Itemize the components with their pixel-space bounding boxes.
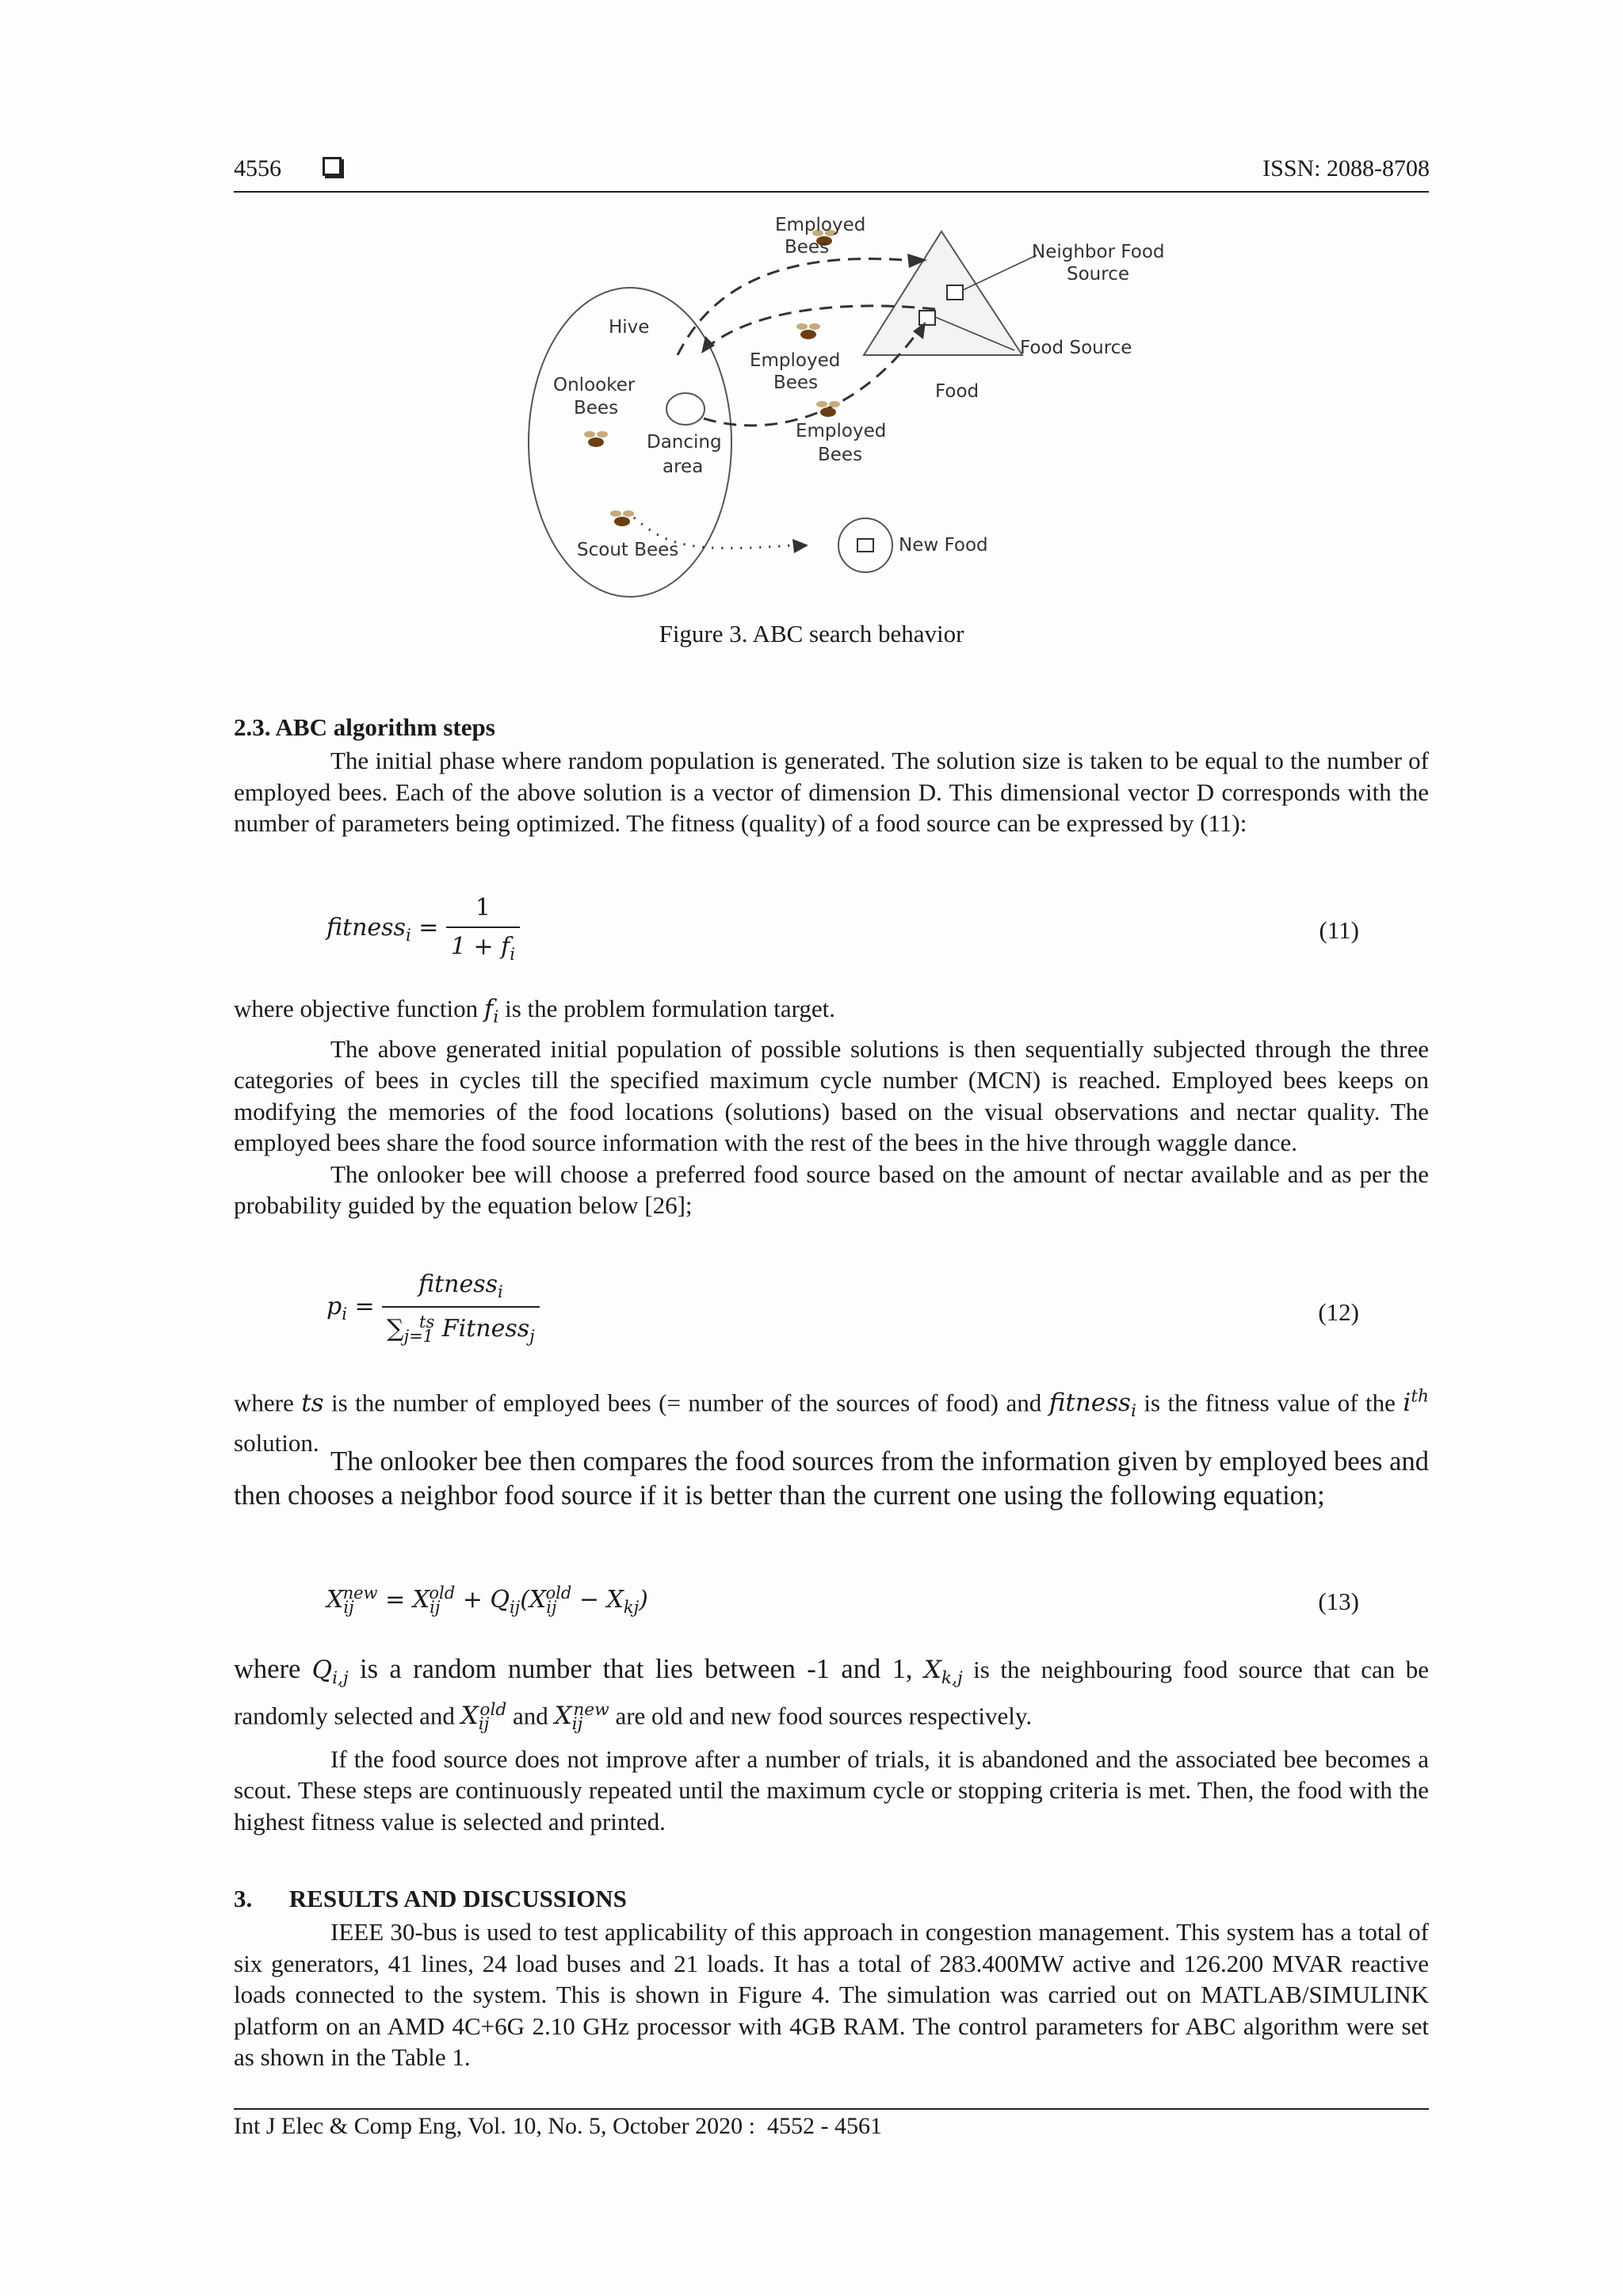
paragraph-onlooker-compare	[234, 1445, 1429, 1513]
text-span: are old and new food sources respectively.	[609, 1702, 1033, 1730]
bee-icon	[796, 323, 820, 339]
food-triangle	[864, 231, 1022, 355]
label-scout: Scout Bees	[577, 540, 679, 560]
label-dancing-2: area	[663, 457, 704, 477]
bee-icon	[610, 510, 634, 526]
footer-citation: Int J Elec & Comp Eng, Vol. 10, No. 5, October 2020 : 4552 - 4561	[234, 2113, 882, 2139]
label-employed-low-2: Bees	[818, 445, 863, 465]
label-neighbor-1: Neighbor Food	[1032, 242, 1165, 262]
label-employed-mid-1: Employed	[750, 350, 841, 371]
text-span: where objective function	[234, 995, 484, 1022]
paragraph-objective: where objective function $f_i$ is the problem formulation target. The above generated initial population of possible solutions is then sequentially subjected through the three categories of bees in cycles till the specified maximum cycle number (MCN) is reached. Employed bees keeps on modifying the memories of the food locations (solutions) based on the visual observations and nectar quality. The employed bees share the food source information with the rest of the bees in the hive through waggle dance. The onlooker bee will choose a preferred food source based on the amount of nectar available and as per the probability guided by the equation below [26];	[234, 993, 1429, 1221]
header-rule	[234, 191, 1429, 193]
text-span: is the problem formulation target.	[498, 995, 836, 1022]
label-onlooker-2: Bees	[574, 398, 619, 418]
equation-12: $p_i$ = $\frac{fitness_i}{\sum_{j=1}^{ts} Fitness_j}$	[327, 1270, 540, 1346]
text-span: is the number of employed bees (= number of the sources of food) and	[323, 1389, 1049, 1417]
bee-icon	[816, 401, 840, 417]
equation-13-number: (13)	[1318, 1587, 1359, 1615]
paragraph-text: The onlooker bee will choose a preferred food source based on the amount of nectar available and as per the probability guided by the equation below [26];	[234, 1159, 1429, 1220]
journal-issn: ISSN: 2088-8708	[1262, 155, 1430, 181]
text-span: is a random number that lies between -1 and 1,	[348, 1654, 924, 1684]
section-heading-3: 3. RESULTS AND DISCUSSIONS	[234, 1885, 627, 1912]
text-span: solution.	[234, 1429, 319, 1457]
paragraph-text: The onlooker bee then compares the food sources from the information given by employed bees and then chooses a neighbor food source if it is better than the current one using the following equation;	[234, 1446, 1429, 1511]
new-food-square	[857, 539, 873, 552]
equation-11: fitness$_i$ = $\frac{1}{1 + f_i}$	[327, 894, 520, 964]
paragraph-text: The initial phase where random population is generated. The solution size is taken to be equal to the number of employed bees. Each of the above solution is a vector of dimension D. This dimensional vector D corresponds with the number of parameters being optimized. The fitness (quality) of a food source can be expressed by (11):	[234, 747, 1429, 837]
abc-search-behavior-diagram	[507, 212, 1173, 601]
equation-11-number: (11)	[1319, 916, 1359, 944]
square-bullet-icon	[323, 157, 342, 176]
dancing-area-circle	[666, 393, 705, 425]
label-new-food: New Food	[899, 535, 988, 556]
text-span: where	[234, 1654, 312, 1684]
paragraph-text: The above generated initial population of possible solutions is then sequentially subjected through the three categories of bees in cycles till the specified maximum cycle number (MCN) is reached. Employed bees keeps on modifying the memories of the food locations (solutions) based on the visual observations and nectar quality. The employed bees share the food source information with the rest of the bees in the hive through waggle dance.	[234, 1034, 1429, 1157]
label-food: Food	[935, 381, 980, 402]
label-dancing-1: Dancing	[647, 432, 722, 453]
paragraph-text: If the food source does not improve after a number of trials, it is abandoned and the associated bee becomes a scout. These steps are continuously repeated until the maximum cycle or stopping criteria is met. Then, the food with the highest fitness value is selected and printed.	[234, 1744, 1429, 1836]
text-span: is the fitness value of the	[1136, 1389, 1403, 1417]
label-hive: Hive	[609, 317, 650, 338]
equation-13: $X_{ij}^{new} = X_{ij}^{old} + Q_{ij}(X_{ij}^{old} - X_{kj})$	[327, 1584, 648, 1617]
section-heading-2-3: 2.3. ABC algorithm steps	[234, 713, 495, 741]
paragraph-initial-phase	[234, 745, 1429, 839]
text-span: and	[506, 1702, 555, 1730]
label-employed-top-2: Bees	[785, 237, 830, 258]
bee-icon	[584, 431, 608, 447]
page-number: 4556	[234, 155, 281, 181]
paragraph-results	[234, 1916, 1429, 2073]
label-employed-top-1: Employed	[775, 215, 866, 235]
paragraph-where-q: where $Q_{i,j}$ is a random number that lies between -1 and 1, $X_{k,j}$ is the neighbouring food source that can be randomly selected and $X_{ij}^{old}$ and $X_{ij}^{new}$ are old and new food sources respectively. If the food source does not improve after a number of trials, it is abandoned and the associated bee becomes a scout. These steps are continuously repeated until the maximum cycle or stopping criteria is met. Then, the food with the highest fitness value is selected and printed.	[234, 1652, 1429, 1837]
neighbor-food-square	[947, 285, 963, 300]
paragraph-where-ts: where ts is the number of employed bees (= number of the sources of food) and fitness$_i$ is the fitness value of the $i^{th}$ solution.	[234, 1387, 1429, 1457]
text-span: where	[234, 1389, 302, 1417]
label-onlooker-1: Onlooker	[553, 375, 636, 395]
label-food-source: Food Source	[1020, 338, 1132, 358]
label-employed-low-1: Employed	[796, 421, 887, 441]
equation-12-number: (12)	[1318, 1298, 1359, 1326]
food-source-square	[919, 311, 935, 325]
footer-rule	[234, 2108, 1429, 2110]
figure-caption: Figure 3. ABC search behavior	[659, 620, 964, 648]
text-span: is the neighbouring food source that can be randomly selected and	[234, 1656, 1429, 1730]
paragraph-text: IEEE 30-bus is used to test applicability of this approach in congestion management. This system has a total of six generators, 41 lines, 24 load buses and 21 loads. It has a total of 283.400MW active and 126.200 MVAR reactive loads connected to the system. This is shown in Figure 4. The simulation was carried out on MATLAB/SIMULINK platform on an AMD 4C+6G 2.10 GHz processor with 4GB RAM. The control parameters for ABC algorithm were set as shown in the Table 1.	[234, 1918, 1429, 2071]
label-neighbor-2: Source	[1067, 264, 1129, 285]
label-employed-mid-2: Bees	[773, 372, 819, 393]
